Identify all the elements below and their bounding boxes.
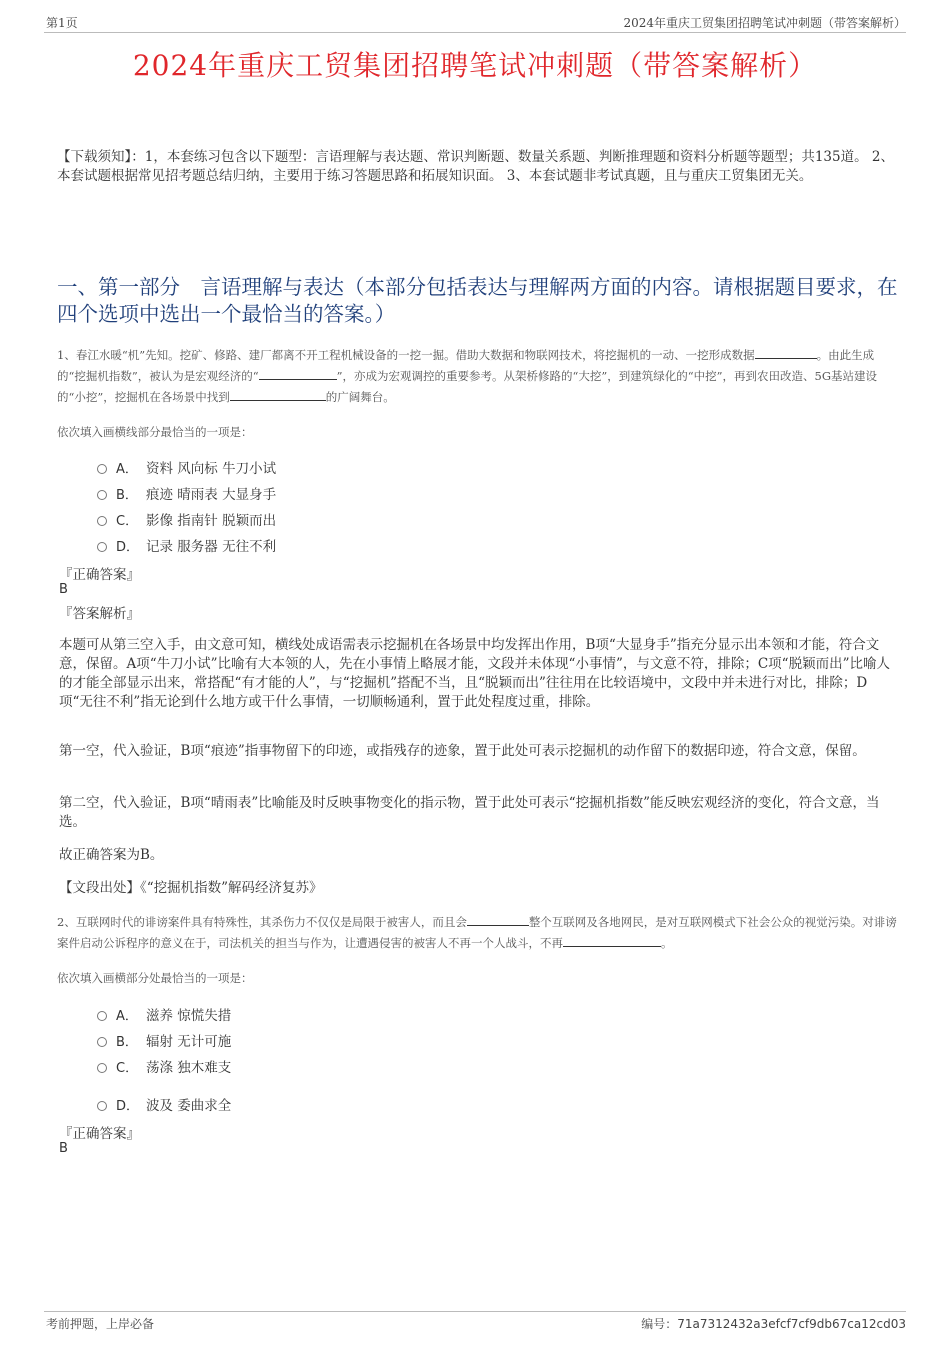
option-text: 资料 风向标 牛刀小试 — [146, 461, 277, 477]
question-2-stem — [57, 912, 900, 954]
footer-code-label: 编号： — [641, 1317, 678, 1331]
radio-icon[interactable] — [97, 1101, 107, 1111]
download-notice: 【下载须知】：1，本套练习包含以下题型：言语理解与表达题、常识判断题、数量关系题、判断推理题和资料分析题等题型；共135道。 2、本套试题根据常见招考题总结归纳，主要用于练习答题思路和拓展知识面。 3、本套试题非考试真题，且与重庆工贸集团无关。 — [57, 149, 894, 184]
question-1-option-b[interactable] — [97, 483, 276, 503]
question-1-option-c[interactable] — [97, 509, 276, 529]
question-1-stem — [57, 345, 900, 408]
section-heading: 一、第一部分 言语理解与表达（本部分包括表达与理解两方面的内容。请根据题目要求，在四个选项中选出一个最恰当的答案。） — [57, 275, 898, 326]
question-2-blank-2 — [563, 934, 661, 947]
question-1-option-a[interactable] — [97, 457, 276, 477]
option-text: 记录 服务器 无往不利 — [146, 539, 277, 555]
question-2-correct-label: 『正确答案』 — [59, 1126, 140, 1142]
analysis-paragraph-3: 第二空，代入验证，B项“晴雨表”比喻能及时反映事物变化的指示物，置于此处可表示“挖掘机指数”能反映宏观经济的变化，符合文意，当选。 — [59, 795, 880, 830]
question-1-blank-1 — [755, 346, 817, 359]
header-page-number: 第1页 — [46, 16, 78, 30]
option-letter: C． — [116, 514, 139, 529]
question-2-text-2: 整个互联网及各地网民，是对互联网模式下社会公众的视觉污染。对诽谤案件启动公诉程序的意义在于，司法机关的担当与作为，让遭遇侵害的被害人不再一个人战斗，不再 — [57, 915, 897, 950]
option-letter: D． — [116, 1099, 140, 1114]
footer-divider — [44, 1311, 906, 1312]
footer-slogan: 考前押题，上岸必备 — [46, 1317, 155, 1331]
question-2-text-3: 。 — [661, 936, 673, 950]
question-1-instruction: 依次填入画横线部分最恰当的一项是： — [57, 425, 253, 439]
question-2-option-d[interactable] — [97, 1094, 231, 1114]
radio-icon[interactable] — [97, 1063, 107, 1073]
question-1-option-d[interactable] — [97, 535, 276, 555]
question-1-blank-2 — [259, 367, 337, 380]
option-text: 影像 指南针 脱颖而出 — [146, 513, 277, 529]
question-2-option-a[interactable] — [97, 1004, 231, 1024]
option-text: 荡涤 独木难支 — [146, 1060, 232, 1076]
option-letter: C． — [116, 1061, 139, 1076]
option-text: 辐射 无计可施 — [146, 1034, 232, 1050]
option-letter: B． — [116, 1035, 138, 1050]
page-title: 2024年重庆工贸集团招聘笔试冲刺题（带答案解析） — [132, 49, 818, 82]
footer-code-value: 71a7312432a3efcf7cf9db67ca12cd03 — [677, 1317, 906, 1331]
question-1-analysis-label: 『答案解析』 — [59, 606, 140, 622]
question-2-option-c[interactable] — [97, 1056, 231, 1076]
question-1-correct-label: 『正确答案』 — [59, 567, 140, 583]
header-doc-title: 2024年重庆工贸集团招聘笔试冲刺题（带答案解析） — [623, 16, 906, 30]
radio-icon[interactable] — [97, 464, 107, 474]
option-letter: D． — [116, 540, 140, 555]
question-2-option-b[interactable] — [97, 1030, 231, 1050]
radio-icon[interactable] — [97, 1011, 107, 1021]
radio-icon[interactable] — [97, 516, 107, 526]
question-1-blank-3 — [230, 388, 326, 401]
question-1-text-3: ”，亦成为宏观调控的重要参考。从架桥修路的“大挖”，到建筑绿化的“中挖”，再到农田改造、5G基站建设的“小挖”，挖掘机在各场景中找到 — [57, 369, 878, 404]
option-text: 滋养 惊慌失措 — [146, 1008, 232, 1024]
radio-icon[interactable] — [97, 542, 107, 552]
analysis-paragraph-4: 故正确答案为B。 — [59, 847, 164, 863]
analysis-paragraph-1: 本题可从第三空入手，由文意可知，横线处成语需表示挖掘机在各场景中均发挥出作用，B项“大显身手”指充分显示出本领和才能，符合文意，保留。A项“牛刀小试”比喻有大本领的人，先在小事情上略展才能，文段并未体现“小事情”，与文意不符，排除；C项“脱颖而出”比喻人的才能全部显示出来，常搭配“有才能的人”，与“挖掘机”搭配不当，且“脱颖而出”往往用在比较语境中，文段中并未进行对比，排除；D项“无往不利”指无论到什么地方或干什么事情，一切顺畅通利，置于此处程度过重，排除。 — [59, 637, 890, 710]
question-1-text-2: 。由此生成的“挖掘机指数”，被认为是宏观经济的“ — [57, 348, 875, 383]
radio-icon[interactable] — [97, 490, 107, 500]
question-2-instruction: 依次填入画横部分处最恰当的一项是： — [57, 971, 253, 985]
option-letter: B． — [116, 488, 138, 503]
analysis-paragraph-2: 第一空，代入验证，B项“痕迹”指事物留下的印迹，或指残存的迹象，置于此处可表示挖掘机的动作留下的数据印迹，符合文意，保留。 — [59, 743, 866, 759]
question-2-text-1: 2、互联网时代的诽谤案件具有特殊性，其杀伤力不仅仅是局限于被害人，而且会 — [57, 915, 467, 929]
option-text: 痕迹 晴雨表 大显身手 — [146, 487, 277, 503]
option-text: 波及 委曲求全 — [146, 1098, 232, 1114]
question-2-blank-1 — [467, 913, 529, 926]
analysis-source: 【文段出处】《“挖掘机指数”解码经济复苏》 — [59, 880, 323, 896]
header-divider — [44, 32, 906, 33]
option-letter: A． — [116, 462, 138, 477]
question-2-answer: B — [59, 1141, 68, 1156]
option-letter: A． — [116, 1009, 138, 1024]
question-1-text-1: 1、春江水暖“机”先知。挖矿、修路、建厂都离不开工程机械设备的一挖一掘。借助大数据和物联网技术，将挖掘机的一动、一挖形成数据 — [57, 348, 755, 362]
question-1-text-4: 的广阔舞台。 — [325, 390, 395, 404]
radio-icon[interactable] — [97, 1037, 107, 1047]
question-1-answer: B — [59, 582, 68, 597]
footer-code — [641, 1315, 906, 1332]
